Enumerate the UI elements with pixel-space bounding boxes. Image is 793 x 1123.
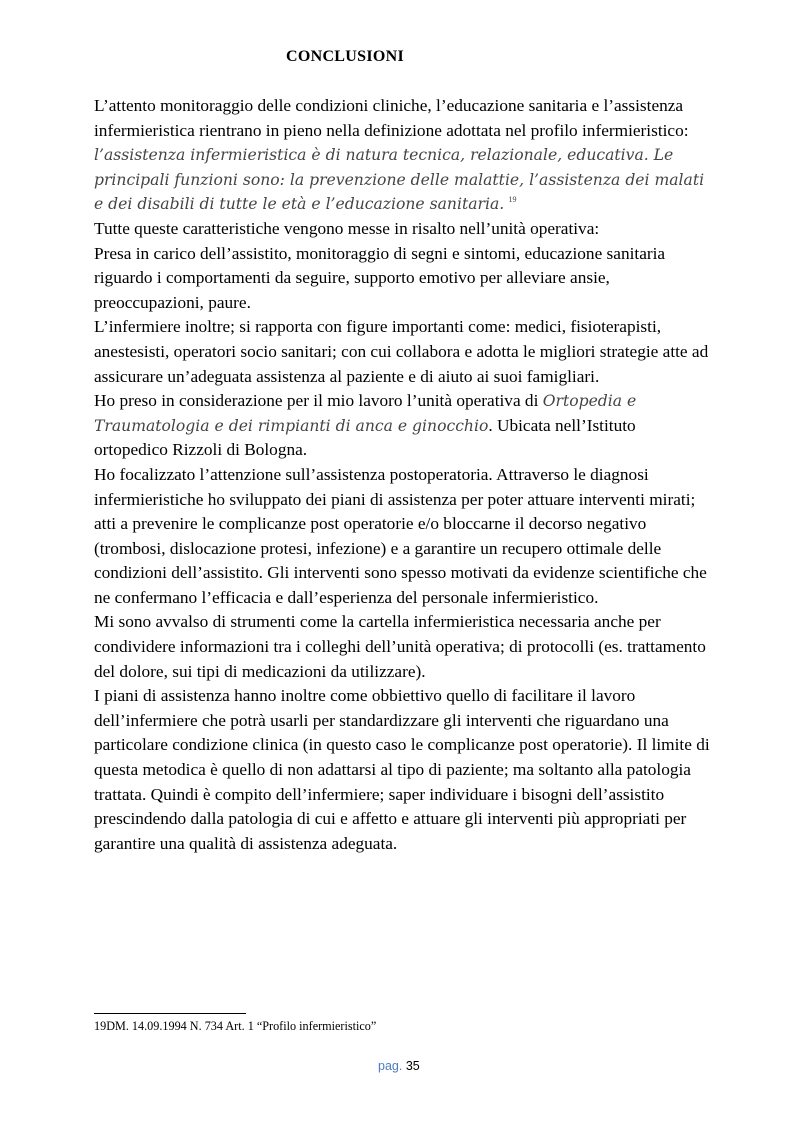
paragraph-1 [94, 94, 710, 217]
footnote-reference: 19 [508, 195, 517, 205]
page-number-value: 35 [405, 1059, 420, 1073]
body-text [94, 94, 710, 856]
paragraph-3: Presa in carico dell’assistito, monitoraggio di segni e sintomi, educazione sanitaria riguardo i comportamenti da seguire, supporto emotivo per alleviare ansie, preoccupazioni, paure. [94, 243, 666, 312]
paragraph-6: Ho focalizzato l’attenzione sull’assistenza postoperatoria. Attraverso le diagnosi infermieristiche ho sviluppato dei piani di assistenza per poter attuare interventi mirati; atti a prevenire le complicanze post operatorie e/o bloccarne il decorso negativo (trombosi, dislocazione protesi, infezione) e a garantire un recupero ottimale delle condizioni dell’assistito. Gli interventi sono spesso motivati da evidenze scientifiche che ne confermano l’efficacia e dall’esperienza del personale infermieristico. [94, 464, 707, 607]
footnote: 19DM. 14.09.1994 N. 734 Art. 1 “Profilo infermieristico” [94, 1019, 377, 1033]
page-title: CONCLUSIONI [286, 48, 404, 65]
page-number [378, 1059, 420, 1073]
paragraph-1-text: L’attento monitoraggio delle condizioni cliniche, l’educazione sanitaria e l’assistenza infermieristica rientrano in pieno nella definizione adottata nel profilo infermieristico: [94, 96, 689, 140]
paragraph-5 [94, 389, 710, 463]
unit-name-italic: Ortopedia e Traumatologia e dei rimpianti di anca e ginocchio [94, 392, 637, 435]
paragraph-5-text-before: Ho preso in considerazione per il mio lavoro l’unità operativa di [94, 391, 543, 411]
page-number-label: pag. [378, 1059, 403, 1073]
paragraph-8: I piani di assistenza hanno inoltre come obbiettivo quello di facilitare il lavoro dell’infermiere che potrà usarli per standardizzare gli interventi che riguardano una particolare condizione clinica (in questo caso le complicanze post operatorie). Il limite di questa metodica è quello di non adattarsi al tipo di paziente; ma soltanto alla patologia trattata. Quindi è compito dell’infermiere; saper individuare i bisogni dell’assistito prescindendo dalla patologia di cui e affetto e attuare gli interventi più appropriati per garantire una qualità di assistenza adeguata. [94, 686, 710, 853]
paragraph-2: Tutte queste caratteristiche vengono messe in risalto nell’unità operativa: [94, 218, 600, 238]
paragraph-7: Mi sono avvalso di strumenti come la cartella infermieristica necessaria anche per condividere informazioni tra i colleghi dell’unità operativa; di protocolli (es. trattamento del dolore, sui tipi di medicazioni da utilizzare). [94, 612, 706, 681]
paragraph-5-text-after: . Ubicata nell’Istituto ortopedico Rizzoli di Bologna. [94, 415, 636, 460]
paragraph-4: L’infermiere inoltre; si rapporta con figure importanti come: medici, fisioterapisti, anestesisti, operatori socio sanitari; con cui collabora e adotta le migliori strategie atte ad assicurare un’adeguata assistenza al paziente e di aiuto ai suoi famigliari. [94, 317, 709, 386]
profile-definition-quote: l’assistenza infermieristica è di natura tecnica, relazionale, educativa. Le principali funzioni sono: la prevenzione delle malattie, l’assistenza dei malati e dei disabili di tutte le età e l’educazione sanitaria. [94, 146, 705, 214]
footnote-divider [94, 1013, 246, 1014]
